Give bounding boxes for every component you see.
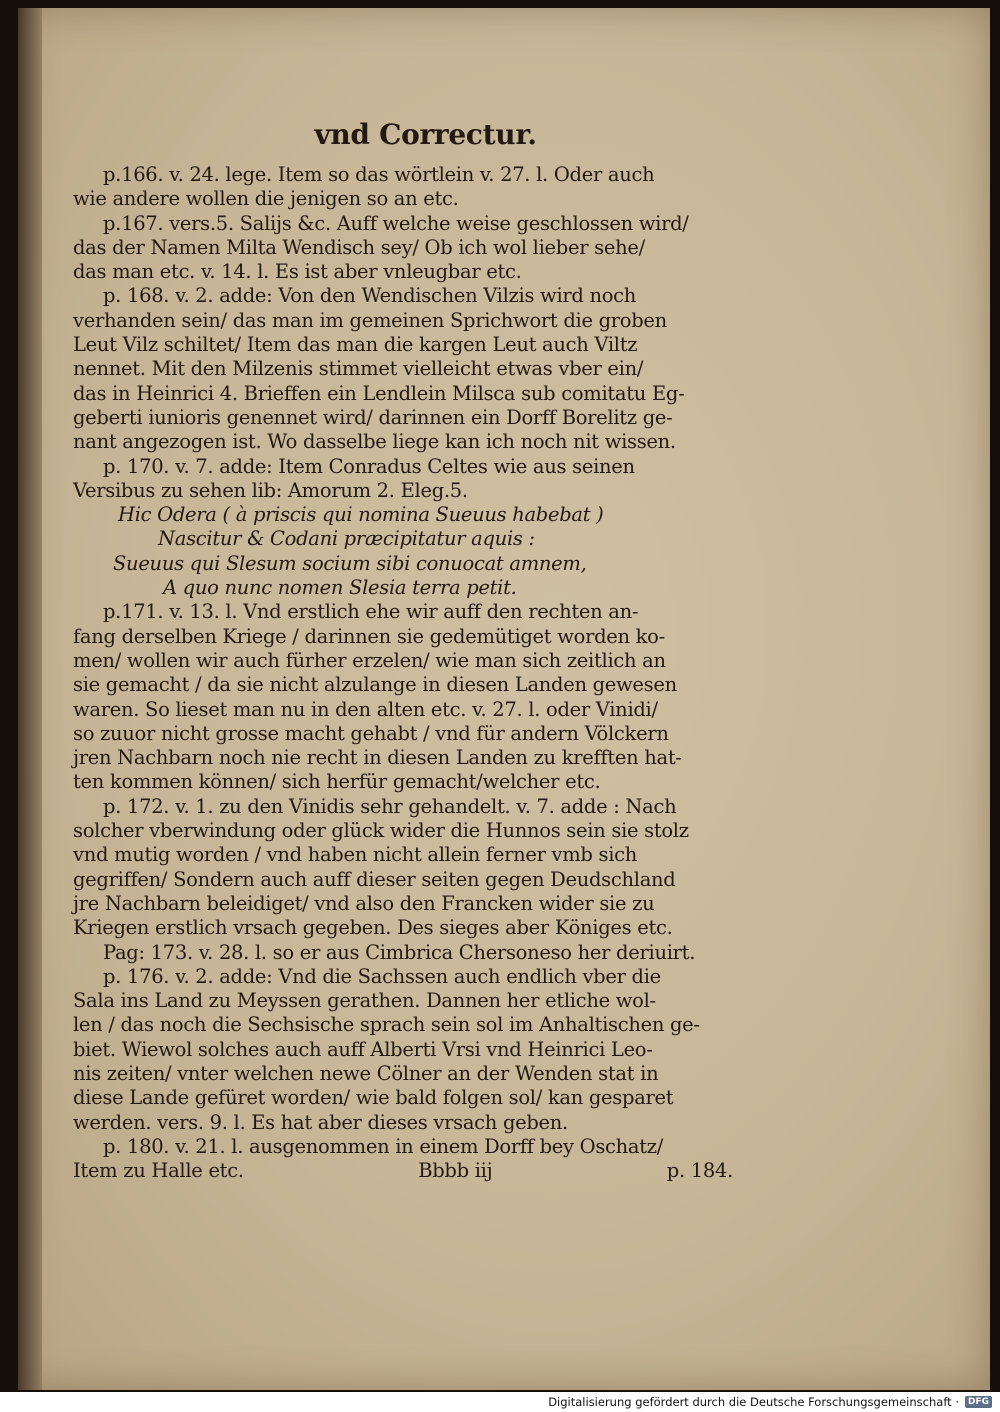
catchword: p. 184. xyxy=(666,1159,733,1183)
text-line: Kriegen erstlich vrsach gegeben. Des sieges aber Königes etc. xyxy=(73,916,673,940)
text-line: p.167. vers.5. Salijs &c. Auff welche weise geschlossen wird/ xyxy=(103,211,689,235)
text-lines xyxy=(73,163,738,1159)
last-line xyxy=(73,1159,738,1183)
text-line: Sala ins Land zu Meyssen gerathen. Dannen her etliche wol- xyxy=(73,989,656,1013)
text-line: sie gemacht / da sie nicht alzulange in diesen Landen gewesen xyxy=(73,673,677,697)
text-line: p. 180. v. 21. l. ausgenommen in einem Dorff bey Oschatz/ xyxy=(103,1134,664,1158)
footer-bar xyxy=(0,1392,1000,1412)
text-line: wie andere wollen die jenigen so an etc. xyxy=(73,187,459,211)
text-line: Pag: 173. v. 28. l. so er aus Cimbrica Chersoneso her deriuirt. xyxy=(103,940,696,964)
book-page xyxy=(18,8,990,1390)
running-header: vnd Correctur. xyxy=(314,118,537,151)
footer-credit: Digitalisierung gefördert durch die Deutsche Forschungsgemeinschaft · xyxy=(548,1395,959,1409)
last-line-text: Item zu Halle etc. xyxy=(73,1159,244,1183)
text-line: geberti iunioris genennet wird/ darinnen ein Dorff Borelitz ge- xyxy=(73,405,673,429)
text-line: das man etc. v. 14. l. Es ist aber vnleugbar etc. xyxy=(73,260,522,284)
text-line: p.171. v. 13. l. Vnd erstlich ehe wir auff den rechten an- xyxy=(103,600,639,624)
text-line: Leut Vilz schiltet/ Item das man die kargen Leut auch Viltz xyxy=(73,333,638,357)
text-line: diese Lande gefüret worden/ wie bald folgen sol/ kan gesparet xyxy=(73,1086,674,1110)
text-line: ten kommen können/ sich herfür gemacht/welcher etc. xyxy=(73,770,601,794)
text-line: so zuuor nicht grosse macht gehabt / vnd für andern Völckern xyxy=(73,721,669,745)
signature-mark: Bbbb iij xyxy=(418,1159,493,1183)
text-line: p. 176. v. 2. adde: Vnd die Sachssen auch endlich vber die xyxy=(103,964,661,988)
text-line: p. 170. v. 7. adde: Item Conradus Celtes wie aus seinen xyxy=(103,454,635,478)
text-line: p. 168. v. 2. adde: Von den Wendischen Vilzis wird noch xyxy=(103,284,637,308)
text-line: werden. vers. 9. l. Es hat aber dieses vrsach geben. xyxy=(73,1110,568,1134)
text-line: biet. Wiewol solches auch auff Alberti Vrsi vnd Heinrici Leo- xyxy=(73,1037,653,1061)
text-line: fang derselben Kriege / darinnen sie gedemütiget worden ko- xyxy=(73,624,665,648)
text-line: A quo nunc nomen Slesia terra petit. xyxy=(163,576,517,600)
text-line: Sueuus qui Slesum socium sibi conuocat amnem, xyxy=(113,551,587,575)
page-spine-shadow xyxy=(18,8,42,1390)
text-line: p. 172. v. 1. zu den Vinidis sehr gehandelt. v. 7. adde : Nach xyxy=(103,794,677,818)
page-text-block xyxy=(73,118,738,1183)
text-line: nis zeiten/ vnter welchen newe Cölner an der Wenden stat in xyxy=(73,1061,659,1085)
text-line: gegriffen/ Sondern auch auff dieser seiten gegen Deudschland xyxy=(73,867,676,891)
text-line: p.166. v. 24. lege. Item so das wörtlein v. 27. l. Oder auch xyxy=(103,163,655,186)
text-line: Hic Odera ( à priscis qui nomina Sueuus habebat ) xyxy=(118,503,604,527)
text-line: len / das noch die Sechsische sprach sein sol im Anhaltischen ge- xyxy=(73,1013,700,1037)
text-line: das in Heinrici 4. Brieffen ein Lendlein Milsca sub comitatu Eg- xyxy=(73,381,685,405)
text-line: men/ wollen wir auch fürher erzelen/ wie man sich zeitlich an xyxy=(73,648,666,672)
text-line: jren Nachbarn noch nie recht in diesen Landen zu krefften hat- xyxy=(73,746,682,770)
text-line: waren. So lieset man nu in den alten etc. v. 27. l. oder Vinidi/ xyxy=(73,697,658,721)
text-line: verhanden sein/ das man im gemeinen Sprichwort die groben xyxy=(73,308,667,332)
text-line: Versibus zu sehen lib: Amorum 2. Eleg.5. xyxy=(73,478,468,502)
text-line: Nascitur & Codani præcipitatur aquis : xyxy=(158,527,535,551)
text-line: jre Nachbarn beleidiget/ vnd also den Francken wider sie zu xyxy=(73,891,655,915)
dfg-logo: DFG xyxy=(965,1396,992,1408)
text-line: vnd mutig worden / vnd haben nicht allein ferner vmb sich xyxy=(73,843,638,867)
text-line: solcher vberwindung oder glück wider die Hunnos sein sie stolz xyxy=(73,819,689,843)
text-line: nant angezogen ist. Wo dasselbe liege kan ich noch nit wissen. xyxy=(73,430,676,454)
text-line: nennet. Mit den Milzenis stimmet vielleicht etwas vber ein/ xyxy=(73,357,644,381)
text-line: das der Namen Milta Wendisch sey/ Ob ich wol lieber sehe/ xyxy=(73,235,645,259)
